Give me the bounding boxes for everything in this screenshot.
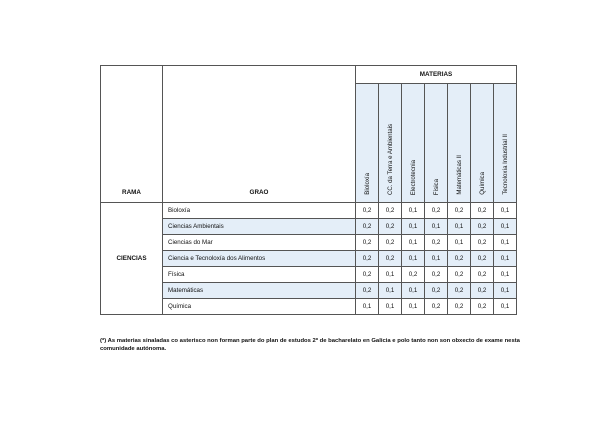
value-cell: 0,1 xyxy=(494,299,517,315)
value-cell: 0,2 xyxy=(356,203,379,219)
value-cell: 0,1 xyxy=(494,251,517,267)
subject-label: Física xyxy=(432,178,440,195)
grao-cell: Bioloxía xyxy=(163,203,356,219)
value-cell: 0,2 xyxy=(379,235,402,251)
subject-header xyxy=(379,84,402,203)
value-cell: 0,2 xyxy=(356,235,379,251)
value-cell: 0,1 xyxy=(402,251,425,267)
value-cell: 0,1 xyxy=(494,219,517,235)
grao-cell: Física xyxy=(163,267,356,283)
value-cell: 0,2 xyxy=(356,219,379,235)
value-cell: 0,2 xyxy=(471,219,494,235)
value-cell: 0,1 xyxy=(494,267,517,283)
grao-cell: Ciencias do Mar xyxy=(163,235,356,251)
subject-header xyxy=(425,84,448,203)
value-cell: 0,1 xyxy=(356,299,379,315)
grao-cell: Matemáticas xyxy=(163,283,356,299)
value-cell: 0,2 xyxy=(448,299,471,315)
value-cell: 0,2 xyxy=(471,283,494,299)
value-cell: 0,1 xyxy=(425,219,448,235)
value-cell: 0,2 xyxy=(356,251,379,267)
value-cell: 0,2 xyxy=(448,267,471,283)
value-cell: 0,1 xyxy=(402,299,425,315)
subject-header xyxy=(356,84,379,203)
value-cell: 0,1 xyxy=(448,219,471,235)
value-cell: 0,2 xyxy=(448,251,471,267)
value-cell: 0,1 xyxy=(494,203,517,219)
subject-header xyxy=(448,84,471,203)
table-row xyxy=(101,267,517,283)
value-cell: 0,1 xyxy=(402,219,425,235)
value-cell: 0,2 xyxy=(379,203,402,219)
subject-header xyxy=(402,84,425,203)
value-cell: 0,1 xyxy=(402,283,425,299)
table-row xyxy=(101,203,517,219)
value-cell: 0,2 xyxy=(356,283,379,299)
value-cell: 0,2 xyxy=(356,267,379,283)
subject-label: Bioloxía xyxy=(363,173,371,195)
value-cell: 0,2 xyxy=(425,235,448,251)
subject-label: Matemáticas II xyxy=(455,155,463,195)
value-cell: 0,1 xyxy=(402,203,425,219)
grao-cell: Química xyxy=(163,299,356,315)
header-materias: MATERIAS xyxy=(356,66,517,84)
value-cell: 0,2 xyxy=(448,283,471,299)
value-cell: 0,1 xyxy=(379,267,402,283)
subject-header xyxy=(471,84,494,203)
value-cell: 0,2 xyxy=(379,219,402,235)
value-cell: 0,2 xyxy=(425,299,448,315)
value-cell: 0,2 xyxy=(402,267,425,283)
value-cell: 0,2 xyxy=(448,203,471,219)
value-cell: 0,1 xyxy=(402,235,425,251)
value-cell: 0,2 xyxy=(471,203,494,219)
value-cell: 0,2 xyxy=(471,251,494,267)
subject-header xyxy=(494,84,517,203)
value-cell: 0,1 xyxy=(379,299,402,315)
value-cell: 0,2 xyxy=(379,251,402,267)
header-rama: RAMA xyxy=(101,66,163,203)
value-cell: 0,2 xyxy=(425,283,448,299)
value-cell: 0,1 xyxy=(379,283,402,299)
grao-cell: Ciencia e Tecnoloxía dos Alimentos xyxy=(163,251,356,267)
table-row xyxy=(101,283,517,299)
subject-label: Electrotecnia xyxy=(409,159,417,195)
table-row xyxy=(101,299,517,315)
subject-label: Química xyxy=(478,172,486,195)
table-row xyxy=(101,251,517,267)
footnote: (*) As materias sinaladas co asterisco non forman parte do plan de estudos 2º de bacharelato en Galicia e polo tanto non son obxecto de exame nesta comunidade autónoma. xyxy=(100,338,520,352)
table-row xyxy=(101,219,517,235)
value-cell: 0,1 xyxy=(448,235,471,251)
subject-label: Tecnoloxía Industrial II xyxy=(501,134,509,195)
weightings-table xyxy=(100,65,517,315)
grao-cell: Ciencias Ambientais xyxy=(163,219,356,235)
value-cell: 0,1 xyxy=(425,251,448,267)
subject-label: CC. da Terra e Ambientais xyxy=(386,123,394,195)
table-row xyxy=(101,235,517,251)
value-cell: 0,1 xyxy=(494,283,517,299)
rama-cell: CIENCIAS xyxy=(101,203,163,315)
value-cell: 0,2 xyxy=(471,299,494,315)
value-cell: 0,2 xyxy=(425,267,448,283)
header-grao: GRAO xyxy=(163,66,356,203)
value-cell: 0,2 xyxy=(425,203,448,219)
value-cell: 0,1 xyxy=(494,235,517,251)
value-cell: 0,2 xyxy=(471,235,494,251)
value-cell: 0,2 xyxy=(471,267,494,283)
